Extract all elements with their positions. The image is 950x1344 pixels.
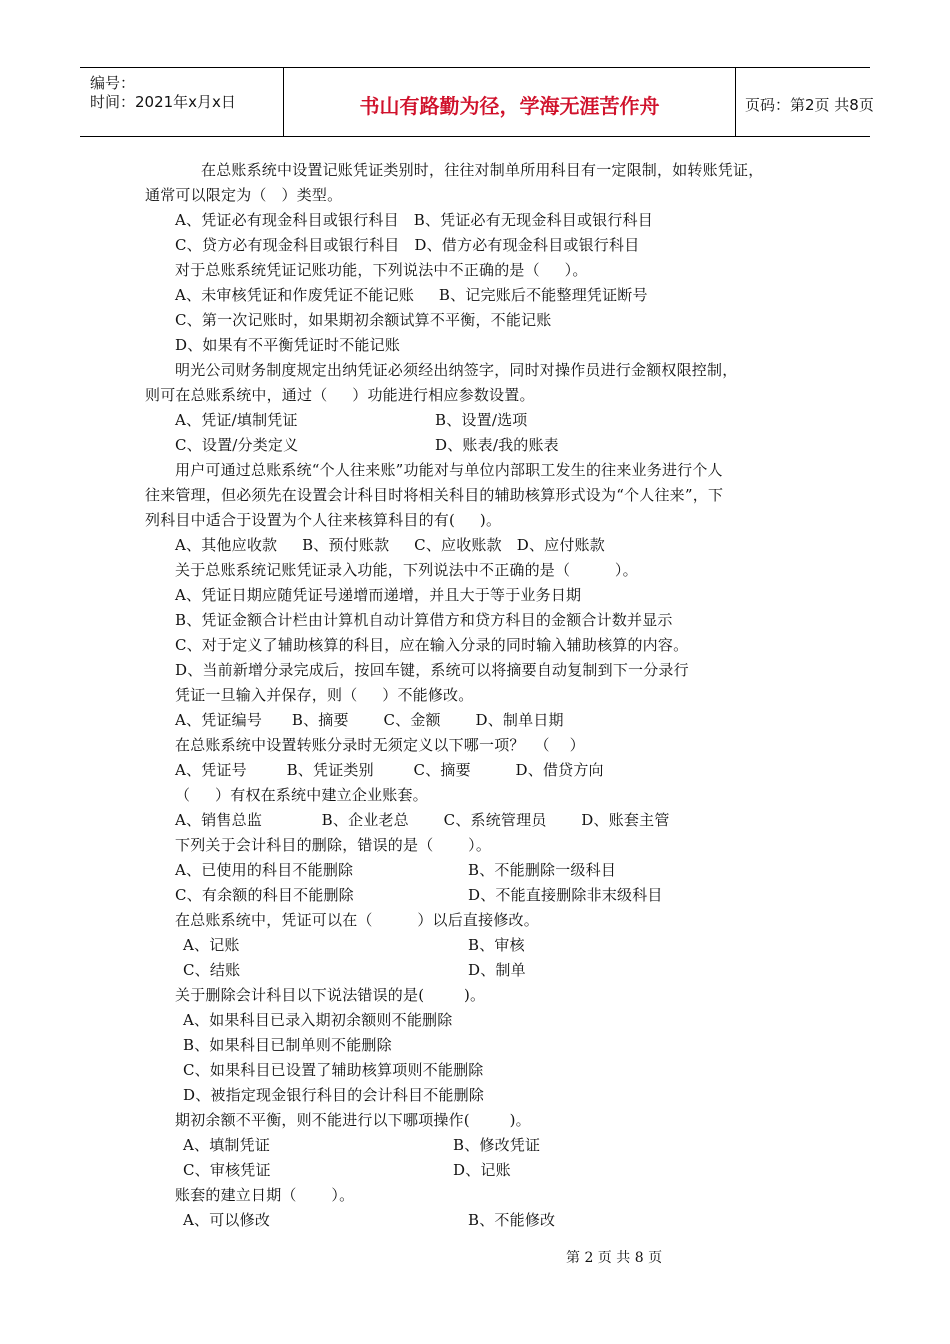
text-line: D、账表/我的账表: [435, 436, 559, 454]
text-line: 在总账系统中，凭证可以在（ ）以后直接修改。: [175, 911, 539, 929]
text-line: B、修改凭证: [453, 1136, 541, 1154]
text-line: 明光公司财务制度规定出纳凭证必须经出纳签字，同时对操作员进行金额权限控制，: [175, 361, 738, 379]
text-line: C、对于定义了辅助核算的科目，应在输入分录的同时输入辅助核算的内容。: [175, 636, 689, 654]
text-line: 往来管理，但必须先在设置会计科目时将相关科目的辅助核算形式设为“个人往来”，下: [145, 486, 724, 504]
text-line: 通常可以限定为（ ）类型。: [145, 186, 343, 204]
text-line: A、填制凭证: [183, 1136, 271, 1154]
text-line: A、记账: [183, 936, 240, 954]
text-line: 关于总账系统记账凭证录入功能，下列说法中不正确的是（ ）。: [175, 561, 638, 579]
motto: 书山有路勤为径，学海无涯苦作舟: [359, 94, 660, 118]
text-line: （ ）有权在系统中建立企业账套。: [175, 786, 428, 804]
text-line: C、结账: [183, 961, 241, 979]
text-line: A、凭证编号 B、摘要 C、金额 D、制单日期: [175, 711, 564, 729]
text-line: D、当前新增分录完成后，按回车键，系统可以将摘要自动复制到下一分录行: [175, 661, 689, 679]
text-line: B、审核: [468, 936, 525, 954]
text-line: 期初余额不平衡，则不能进行以下哪项操作( )。: [175, 1111, 531, 1129]
text-line: A、其他应收款 B、预付账款 C、应收账款 D、应付账款: [175, 536, 605, 554]
text-line: 在总账系统中设置转账分录时无须定义以下哪一项？ （ ）: [175, 736, 585, 754]
text-line: C、有余额的科目不能删除: [175, 886, 354, 904]
text-line: C、设置/分类定义: [175, 436, 299, 454]
text-line: A、可以修改: [183, 1211, 271, 1229]
page-footer: 第 2 页 共 8 页: [566, 1250, 663, 1266]
text-line: 则可在总账系统中，通过（ ）功能进行相应参数设置。: [145, 386, 535, 404]
text-line: 对于总账系统凭证记账功能，下列说法中不正确的是（ ）。: [175, 261, 588, 279]
text-line: D、制单: [468, 961, 526, 979]
text-line: D、记账: [453, 1161, 511, 1179]
text-line: D、被指定现金银行科目的会计科目不能删除: [183, 1086, 485, 1104]
text-line: B、不能修改: [468, 1211, 556, 1229]
text-line: A、凭证号 B、凭证类别 C、摘要 D、借贷方向: [175, 761, 604, 779]
text-line: C、贷方必有现金科目或银行科目 D、借方必有现金科目或银行科目: [175, 236, 640, 254]
text-line: 在总账系统中设置记账凭证类别时，往往对制单所用科目有一定限制，如转账凭证，: [201, 161, 764, 179]
text-line: D、如果有不平衡凭证时不能记账: [175, 336, 401, 354]
text-line: 凭证一旦输入并保存，则（ ）不能修改。: [175, 686, 474, 704]
text-line: B、如果科目已制单则不能删除: [183, 1036, 392, 1054]
time-label: 时间：2021年x月x日: [90, 93, 236, 111]
text-line: A、销售总监 B、企业老总 C、系统管理员 D、账套主管: [175, 811, 670, 829]
number-label: 编号：: [90, 74, 136, 92]
text-line: C、审核凭证: [183, 1161, 271, 1179]
text-line: A、凭证/填制凭证: [175, 411, 298, 429]
text-line: B、设置/选项: [435, 411, 528, 429]
text-line: A、凭证日期应随凭证号递增而递增，并且大于等于业务日期: [175, 586, 582, 604]
text-line: 用户可通过总账系统“个人往来账”功能对与单位内部职工发生的往来业务进行个人: [175, 461, 723, 479]
text-line: B、凭证金额合计栏由计算机自动计算借方和贷方科目的金额合计数并显示: [175, 611, 673, 629]
text-line: A、如果科目已录入期初余额则不能删除: [183, 1011, 453, 1029]
text-line: 下列关于会计科目的删除，错误的是（ ）。: [175, 836, 492, 854]
text-line: C、第一次记账时，如果期初余额试算不平衡，不能记账: [175, 311, 552, 329]
text-line: 关于删除会计科目以下说法错误的是( )。: [175, 986, 486, 1004]
text-line: A、已使用的科目不能删除: [175, 861, 354, 879]
page-info: 页码：第2页 共8页: [745, 96, 874, 114]
text-line: 账套的建立日期（ ）。: [175, 1186, 355, 1204]
text-line: 列科目中适合于设置为个人往来核算科目的有( )。: [145, 511, 502, 529]
text-line: C、如果科目已设置了辅助核算项则不能删除: [183, 1061, 484, 1079]
text-line: B、不能删除一级科目: [468, 861, 617, 879]
text-line: A、凭证必有现金科目或银行科目 B、凭证必有无现金科目或银行科目: [175, 211, 653, 229]
text-line: D、不能直接删除非末级科目: [468, 886, 663, 904]
text-line: A、未审核凭证和作废凭证不能记账 B、记完账后不能整理凭证断号: [175, 286, 648, 304]
